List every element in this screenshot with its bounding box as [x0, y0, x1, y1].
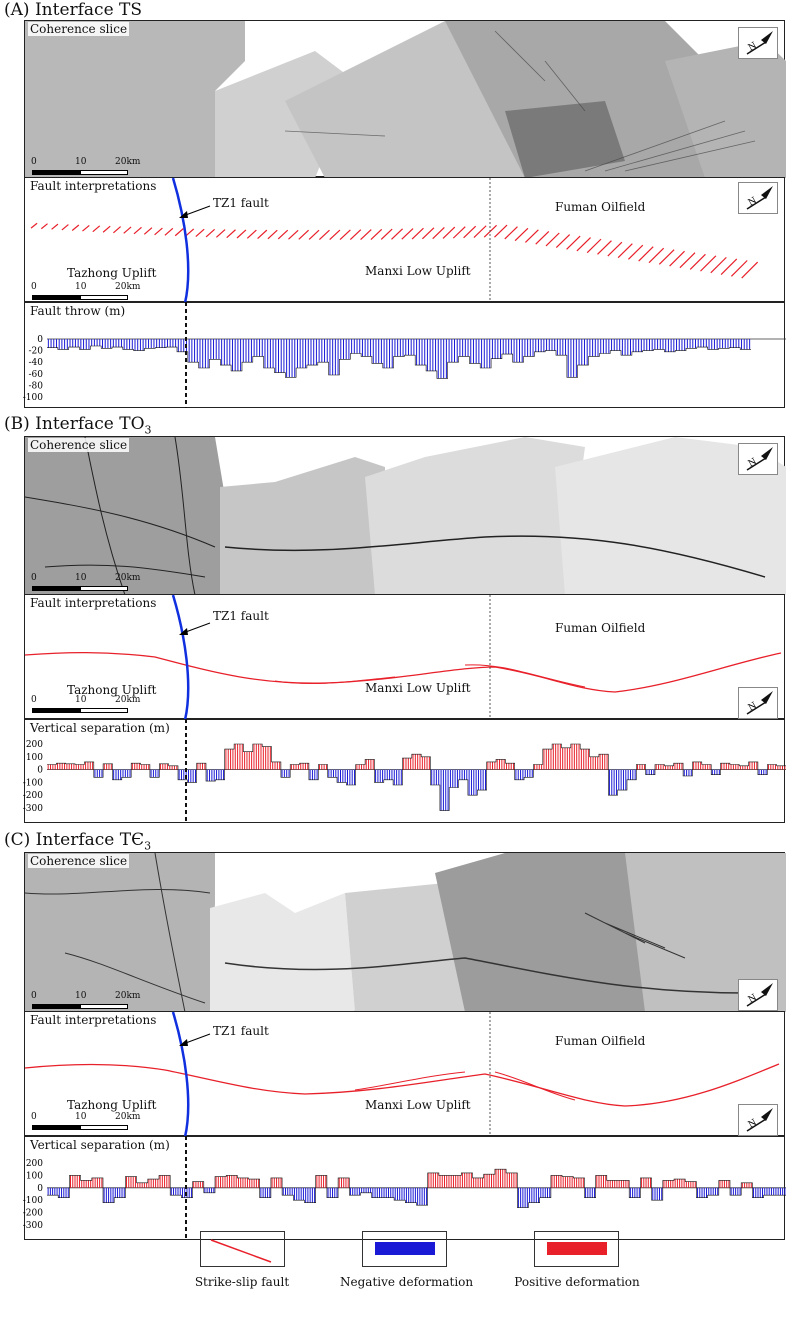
scale-label-0: 0	[31, 991, 37, 1001]
scale-bar	[27, 282, 155, 312]
fault-interpretation-label-a: Fault interpretations	[30, 179, 157, 193]
en-echelon-fault-segment	[536, 231, 549, 244]
en-echelon-fault-segment	[227, 230, 236, 238]
en-echelon-fault-segment	[412, 228, 423, 239]
en-echelon-fault-segment	[670, 251, 685, 266]
scale-label-20: 20km	[115, 695, 141, 705]
en-echelon-fault-segment	[546, 233, 559, 246]
en-echelon-fault-segment	[196, 229, 204, 236]
en-echelon-fault-segment	[742, 262, 758, 278]
en-echelon-fault-segment	[567, 236, 581, 249]
y-tick-label: -200	[22, 791, 43, 802]
section-b-title: (B) Interface $TO_3$	[4, 414, 152, 437]
legend-positive-box	[534, 1231, 619, 1267]
y-tick-label: -300	[22, 1221, 43, 1231]
chart-title-b: Vertical separation (m)	[30, 721, 170, 735]
fuman-label-c: Fuman Oilfield	[555, 1034, 646, 1048]
en-echelon-fault-segment	[350, 230, 361, 240]
coherence-slice-label-c: Coherence slice	[30, 854, 128, 868]
scale-bar	[27, 695, 155, 725]
north-arrow-icon	[738, 687, 778, 719]
scale-label-0: 0	[31, 1112, 37, 1122]
scale-label-10: 10	[75, 991, 87, 1001]
legend-positive-label: Positive deformation	[514, 1275, 640, 1289]
en-echelon-fault-segment	[165, 228, 173, 235]
north-arrow-icon	[738, 182, 778, 214]
svg-text:N: N	[746, 456, 759, 470]
tz1-label-c: TZ1 fault	[213, 1024, 269, 1038]
y-tick-label: 200	[25, 740, 43, 750]
positive-deformation-icon	[547, 1242, 607, 1255]
tazhong-label-c: Tazhong Uplift	[67, 1098, 157, 1112]
en-echelon-fault-segment	[175, 229, 183, 236]
scale-label-0: 0	[31, 157, 37, 167]
scale-label-10: 10	[75, 573, 87, 583]
legend-negative-label: Negative deformation	[340, 1275, 474, 1289]
en-echelon-fault-segment	[577, 238, 591, 251]
scale-label-20: 20km	[115, 282, 141, 292]
manxi-label-b: Manxi Low Uplift	[365, 681, 471, 695]
fuman-label-a: Fuman Oilfield	[555, 200, 646, 214]
tz1-fault-line	[173, 1012, 188, 1137]
legend-negative-box	[362, 1231, 447, 1267]
en-echelon-fault-segment	[258, 230, 267, 238]
en-echelon-fault-segment	[587, 239, 601, 253]
coherence-slice-panel-a	[24, 20, 785, 177]
en-echelon-fault-segment	[83, 225, 90, 231]
en-echelon-fault-segment	[309, 230, 319, 239]
en-echelon-fault-segment	[206, 229, 215, 237]
north-arrow-icon	[738, 27, 778, 59]
en-echelon-fault-segment	[237, 230, 246, 238]
y-tick-label: -20	[28, 346, 43, 357]
chart-title-c: Vertical separation (m)	[30, 1138, 170, 1152]
en-echelon-fault-segment	[443, 227, 455, 238]
en-echelon-fault-segment	[72, 225, 79, 231]
en-echelon-fault-segment	[41, 224, 47, 229]
scale-bar	[27, 573, 155, 603]
en-echelon-fault-segment	[124, 227, 131, 233]
en-echelon-fault-segment	[62, 225, 69, 230]
fault-interpretation-panel-c	[24, 1011, 785, 1136]
en-echelon-fault-segment	[649, 248, 664, 263]
fault-interpretation-panel-b	[24, 594, 785, 719]
tazhong-label-a: Tazhong Uplift	[67, 266, 157, 280]
coherence-slice-label-b: Coherence slice	[30, 438, 128, 452]
en-echelon-fault-segment	[402, 229, 413, 240]
scale-label-10: 10	[75, 282, 87, 292]
svg-text:N: N	[746, 700, 759, 714]
en-echelon-fault-segment	[433, 227, 445, 238]
fault-throw-chart-panel-a	[24, 302, 785, 408]
en-echelon-fault-segment	[422, 228, 434, 239]
y-tick-label: -100	[22, 393, 43, 403]
scale-label-0: 0	[31, 695, 37, 705]
en-echelon-fault-segment	[268, 230, 277, 239]
en-echelon-fault-segment	[371, 229, 382, 239]
fault-interpretation-label-b: Fault interpretations	[30, 596, 157, 610]
north-arrow-icon	[738, 443, 778, 475]
en-echelon-fault-segment	[556, 235, 569, 248]
en-echelon-fault-segment	[289, 230, 299, 239]
en-echelon-fault-segment	[464, 226, 476, 238]
series-outline	[47, 744, 786, 811]
en-echelon-fault-segment	[515, 228, 528, 240]
y-tick-label: -300	[22, 804, 43, 814]
scale-label-10: 10	[75, 1112, 87, 1122]
scale-label-20: 20km	[115, 1112, 141, 1122]
vertical-separation-chart-panel-c	[24, 1136, 785, 1240]
section-c-title: (C) Interface $TЄ_3$	[4, 830, 152, 853]
tz1-label-a: TZ1 fault	[213, 196, 269, 210]
north-arrow-icon	[738, 979, 778, 1011]
en-echelon-fault-segment	[659, 250, 674, 265]
tz1-fault-line	[173, 178, 188, 303]
en-echelon-fault-segment	[680, 253, 695, 268]
chart-title-a: Fault throw (m)	[30, 304, 126, 318]
en-echelon-fault-segment	[453, 227, 465, 238]
en-echelon-fault-segment	[690, 254, 705, 269]
north-label: N	[746, 40, 759, 54]
series-outline	[47, 1169, 786, 1207]
en-echelon-fault-segment	[247, 230, 256, 238]
svg-text:N: N	[746, 1117, 759, 1131]
en-echelon-fault-segment	[731, 261, 747, 277]
scale-bar	[27, 1112, 155, 1142]
en-echelon-fault-segment	[330, 230, 340, 240]
y-tick-label: -100	[22, 1196, 43, 1207]
en-echelon-fault-segment	[608, 242, 622, 256]
series-outline	[47, 346, 751, 378]
en-echelon-fault-segment	[155, 228, 163, 235]
en-echelon-fault-segment	[505, 227, 518, 239]
legend-strike-slip-label: Strike-slip fault	[194, 1275, 290, 1289]
scale-bar	[27, 991, 155, 1021]
en-echelon-fault-segment	[495, 225, 508, 237]
vertical-separation-chart-panel-b	[24, 719, 785, 823]
en-echelon-fault-segment	[319, 230, 329, 239]
en-echelon-fault-segment	[31, 223, 37, 228]
en-echelon-fault-segment	[299, 230, 309, 239]
coherence-slice-image-b	[25, 437, 786, 595]
y-tick-label: -60	[28, 369, 43, 380]
fault-interpretation-label-c: Fault interpretations	[30, 1013, 157, 1027]
scale-label-20: 20km	[115, 157, 141, 167]
scale-label-20: 20km	[115, 991, 141, 1001]
coherence-slice-image-c	[25, 853, 786, 1012]
en-echelon-fault-segment	[598, 241, 612, 255]
tazhong-label-b: Tazhong Uplift	[67, 683, 157, 697]
scale-label-10: 10	[75, 695, 87, 705]
vertical-separation-chart-b	[22, 720, 786, 824]
scale-label-20: 20km	[115, 573, 141, 583]
y-tick-label: -80	[28, 381, 43, 392]
en-echelon-fault-segment	[711, 257, 727, 272]
y-tick-label: 0	[37, 1183, 43, 1194]
coherence-slice-label-a: Coherence slice	[30, 22, 128, 36]
en-echelon-fault-segment	[144, 228, 152, 235]
coherence-slice-image-a	[25, 21, 786, 178]
svg-text:N: N	[746, 992, 759, 1006]
en-echelon-fault-segment	[103, 226, 110, 232]
svg-text:N: N	[746, 195, 759, 209]
en-echelon-fault-segment	[525, 230, 538, 243]
y-tick-label: -200	[22, 1208, 43, 1219]
en-echelon-fault-segment	[216, 230, 225, 238]
en-echelon-fault-segment	[701, 256, 716, 271]
y-tick-label: -100	[22, 778, 43, 789]
scale-label-0: 0	[31, 282, 37, 292]
tz1-fault-line	[173, 595, 188, 720]
en-echelon-fault-segment	[474, 226, 486, 238]
en-echelon-fault-segment	[134, 227, 142, 233]
y-tick-label: 100	[25, 752, 43, 763]
coherence-slice-panel-c	[24, 852, 785, 1011]
legend-strike-slip-box	[200, 1231, 285, 1267]
en-echelon-fault-segment	[52, 224, 58, 229]
en-echelon-fault-segment	[628, 245, 642, 259]
y-tick-label: 0	[37, 335, 43, 345]
en-echelon-fault-segment	[618, 244, 632, 258]
y-tick-label: 0	[37, 765, 43, 776]
fault-interpretation-panel-a	[24, 177, 785, 302]
tz1-label-b: TZ1 fault	[213, 609, 269, 623]
negative-deformation-icon	[375, 1242, 435, 1255]
y-tick-label: -40	[28, 358, 43, 369]
en-echelon-fault-segment	[278, 230, 288, 239]
north-arrow-icon	[738, 1104, 778, 1136]
en-echelon-fault-segment	[361, 230, 372, 240]
en-echelon-fault-segment	[721, 259, 737, 275]
y-tick-label: 100	[25, 1171, 43, 1182]
scale-bar	[27, 157, 155, 187]
coherence-slice-panel-b	[24, 436, 785, 594]
y-tick-label: 200	[25, 1159, 43, 1169]
vertical-separation-chart-c	[22, 1137, 786, 1241]
fuman-label-b: Fuman Oilfield	[555, 621, 646, 635]
scale-label-0: 0	[31, 573, 37, 583]
en-echelon-fault-segment	[340, 230, 350, 240]
manxi-label-c: Manxi Low Uplift	[365, 1098, 471, 1112]
scale-label-10: 10	[75, 157, 87, 167]
en-echelon-fault-segment	[381, 229, 392, 239]
en-echelon-fault-segment	[392, 229, 403, 240]
section-a-title: (A) Interface TS	[4, 0, 143, 20]
en-echelon-fault-segment	[639, 247, 654, 261]
en-echelon-fault-segment	[93, 226, 100, 232]
strike-slip-fault-icon	[201, 1232, 286, 1268]
manxi-label-a: Manxi Low Uplift	[365, 264, 471, 278]
en-echelon-fault-segment	[113, 227, 120, 233]
fault-throw-chart	[22, 303, 786, 409]
